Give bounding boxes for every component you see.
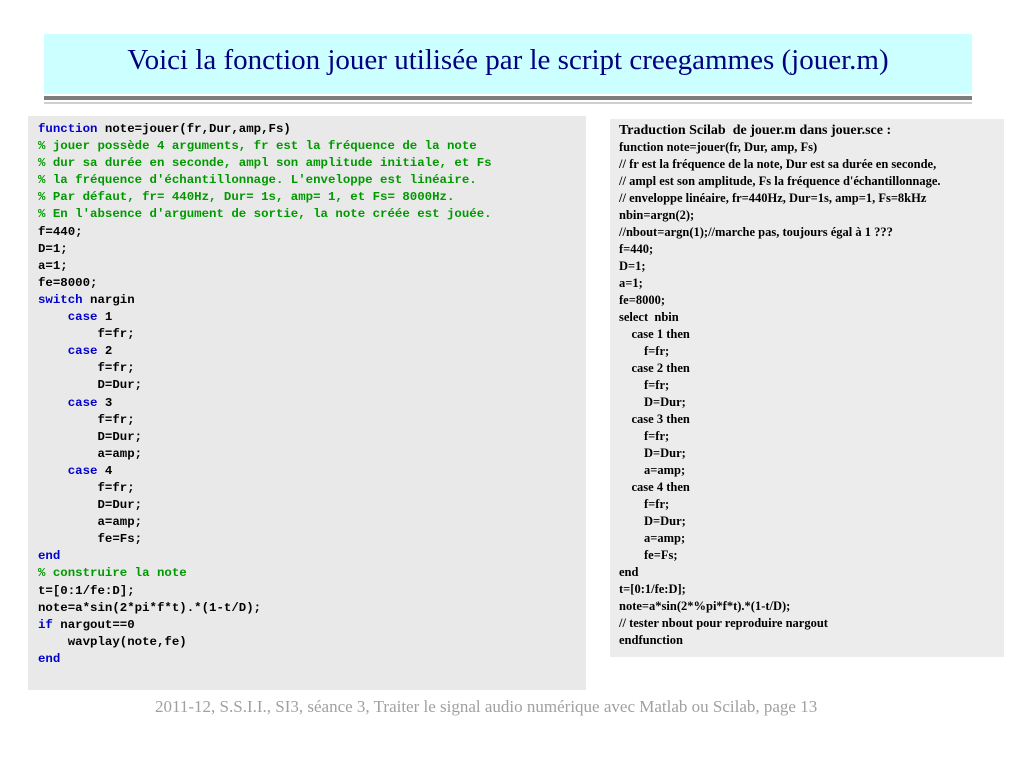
matlab-code-line: [38, 121, 492, 138]
matlab-code-line: [38, 514, 492, 531]
code-text: f=fr;: [97, 412, 135, 427]
matlab-code-line: [38, 172, 492, 189]
scilab-code-line: a=amp;: [619, 531, 686, 545]
code-text: D=Dur;: [97, 429, 143, 444]
scilab-code-line: note=a*sin(2*%pi*f*t).*(1-t/D);: [619, 599, 791, 613]
code-text: a=1;: [38, 258, 68, 273]
scilab-code-line: //nbout=argn(1);//marche pas, toujours égal à 1 ???: [619, 225, 893, 239]
code-keyword: end: [38, 549, 61, 564]
scilab-code-line: // enveloppe linéaire, fr=440Hz, Dur=1s, amp=1, Fs=8kHz: [619, 191, 927, 205]
scilab-code-line: // fr est la fréquence de la note, Dur est sa durée en seconde,: [619, 157, 937, 171]
code-indent: [38, 481, 98, 495]
code-keyword: end: [38, 651, 61, 666]
matlab-code-line: [38, 395, 492, 412]
scilab-code-line: nbin=argn(2);: [619, 208, 695, 222]
code-indent: [38, 447, 98, 461]
matlab-code-line: [38, 651, 492, 668]
matlab-code-line: [38, 480, 492, 497]
scilab-code-line: f=fr;: [619, 344, 670, 358]
code-indent: [38, 344, 68, 358]
scilab-code-panel: [610, 119, 1004, 657]
matlab-code-line: [38, 138, 492, 155]
scilab-code-listing: [619, 122, 941, 649]
scilab-code-line: function note=jouer(fr, Dur, amp, Fs): [619, 140, 818, 154]
scilab-code-line: D=1;: [619, 259, 646, 273]
scilab-code-line: select nbin: [619, 310, 679, 324]
code-keyword: function: [38, 122, 98, 136]
code-indent: [38, 464, 68, 478]
code-text: f=fr;: [97, 327, 135, 342]
code-text: 1: [97, 310, 113, 325]
code-indent: [38, 635, 68, 649]
scilab-code-line: case 1 then: [619, 327, 690, 341]
code-comment: % construire la note: [38, 566, 187, 581]
code-text: note=a*sin(2*pi*f*t).*(1-t/D);: [38, 600, 262, 615]
code-keyword: if: [38, 617, 53, 632]
code-text: f=fr;: [97, 361, 135, 376]
code-comment: % la fréquence d'échantillonnage. L'enveloppe est linéaire.: [38, 173, 477, 188]
scilab-code-line: a=1;: [619, 276, 643, 290]
matlab-code-line: [38, 155, 492, 172]
code-indent: [38, 498, 98, 512]
matlab-code-line: [38, 600, 492, 617]
scilab-code-line: f=fr;: [619, 497, 670, 511]
code-keyword: case: [67, 395, 98, 410]
scilab-code-line: a=amp;: [619, 463, 686, 477]
code-text: D=1;: [38, 241, 68, 256]
code-text: 2: [97, 344, 113, 359]
code-comment: % jouer possède 4 arguments, fr est la fréquence de la note: [38, 139, 477, 154]
code-keyword: case: [67, 344, 98, 359]
slide-title: Voici la fonction jouer utilisée par le script creegammes (jouer.m): [127, 44, 889, 76]
code-text: D=Dur;: [97, 378, 143, 393]
code-indent: [38, 515, 98, 529]
code-text: f=440;: [38, 224, 83, 239]
matlab-code-line: [38, 412, 492, 429]
code-text: nargout==0: [52, 617, 135, 632]
title-divider-light: [44, 102, 972, 104]
title-divider: [44, 96, 972, 100]
code-indent: [38, 327, 98, 341]
matlab-code-listing: [38, 121, 492, 668]
matlab-code-line: [38, 617, 492, 634]
matlab-code-line: [38, 224, 492, 241]
code-keyword: case: [67, 310, 98, 325]
scilab-code-line: f=fr;: [619, 378, 670, 392]
matlab-code-line: [38, 189, 492, 206]
code-keyword: switch: [38, 292, 83, 307]
scilab-code-line: fe=8000;: [619, 293, 665, 307]
matlab-code-line: [38, 463, 492, 480]
code-text: nargin: [82, 292, 135, 307]
code-text: t=[0:1/fe:D];: [38, 583, 135, 598]
code-indent: [38, 532, 98, 546]
code-text: note=jouer(fr,Dur,amp,Fs): [97, 122, 291, 136]
matlab-code-line: [38, 275, 492, 292]
code-keyword: case: [67, 463, 98, 478]
code-text: f=fr;: [97, 480, 135, 495]
scilab-code-line: D=Dur;: [619, 446, 686, 460]
scilab-code-line: case 2 then: [619, 361, 690, 375]
matlab-code-line: [38, 497, 492, 514]
matlab-code-line: [38, 309, 492, 326]
code-text: a=amp;: [97, 515, 143, 530]
matlab-code-line: [38, 343, 492, 360]
scilab-code-line: t=[0:1/fe:D];: [619, 582, 686, 596]
matlab-code-line: [38, 548, 492, 565]
matlab-code-line: [38, 531, 492, 548]
code-comment: % Par défaut, fr= 440Hz, Dur= 1s, amp= 1, et Fs= 8000Hz.: [38, 190, 455, 205]
code-text: 3: [97, 395, 113, 410]
code-indent: [38, 396, 68, 410]
matlab-code-line: [38, 326, 492, 343]
code-indent: [38, 378, 98, 392]
matlab-code-line: [38, 446, 492, 463]
matlab-code-line: [38, 583, 492, 600]
scilab-code-line: end: [619, 565, 639, 579]
matlab-code-line: [38, 206, 492, 223]
scilab-code-line: // tester nbout pour reproduire nargout: [619, 616, 828, 630]
code-indent: [38, 413, 98, 427]
code-text: fe=8000;: [38, 275, 98, 290]
matlab-code-line: [38, 258, 492, 275]
matlab-code-panel: [28, 116, 586, 690]
scilab-heading: Traduction Scilab de jouer.m dans jouer.sce :: [619, 123, 892, 138]
code-text: 4: [97, 463, 113, 478]
matlab-code-line: [38, 360, 492, 377]
matlab-code-line: [38, 634, 492, 651]
matlab-code-line: [38, 429, 492, 446]
code-indent: [38, 430, 98, 444]
slide-title-box: [44, 34, 972, 94]
slide-footer: 2011-12, S.S.I.I., SI3, séance 3, Traiter le signal audio numérique avec Matlab ou Scilab, page 13: [155, 697, 818, 716]
code-text: D=Dur;: [97, 498, 143, 513]
scilab-code-line: f=440;: [619, 242, 654, 256]
code-text: a=amp;: [97, 446, 143, 461]
scilab-code-line: D=Dur;: [619, 514, 686, 528]
matlab-code-line: [38, 292, 492, 309]
scilab-code-line: case 4 then: [619, 480, 690, 494]
matlab-code-line: [38, 377, 492, 394]
code-indent: [38, 361, 98, 375]
code-comment: % En l'absence d'argument de sortie, la note créée est jouée.: [38, 207, 492, 222]
code-indent: [38, 310, 68, 324]
code-text: wavplay(note,fe): [67, 634, 187, 649]
scilab-code-line: endfunction: [619, 633, 683, 647]
scilab-code-line: case 3 then: [619, 412, 690, 426]
scilab-code-line: D=Dur;: [619, 395, 686, 409]
scilab-code-line: fe=Fs;: [619, 548, 678, 562]
scilab-code-line: f=fr;: [619, 429, 670, 443]
matlab-code-line: [38, 241, 492, 258]
scilab-code-line: // ampl est son amplitude, Fs la fréquence d'échantillonnage.: [619, 174, 941, 188]
code-comment: % dur sa durée en seconde, ampl son amplitude initiale, et Fs: [38, 156, 492, 171]
matlab-code-line: [38, 565, 492, 582]
code-text: fe=Fs;: [97, 532, 143, 547]
